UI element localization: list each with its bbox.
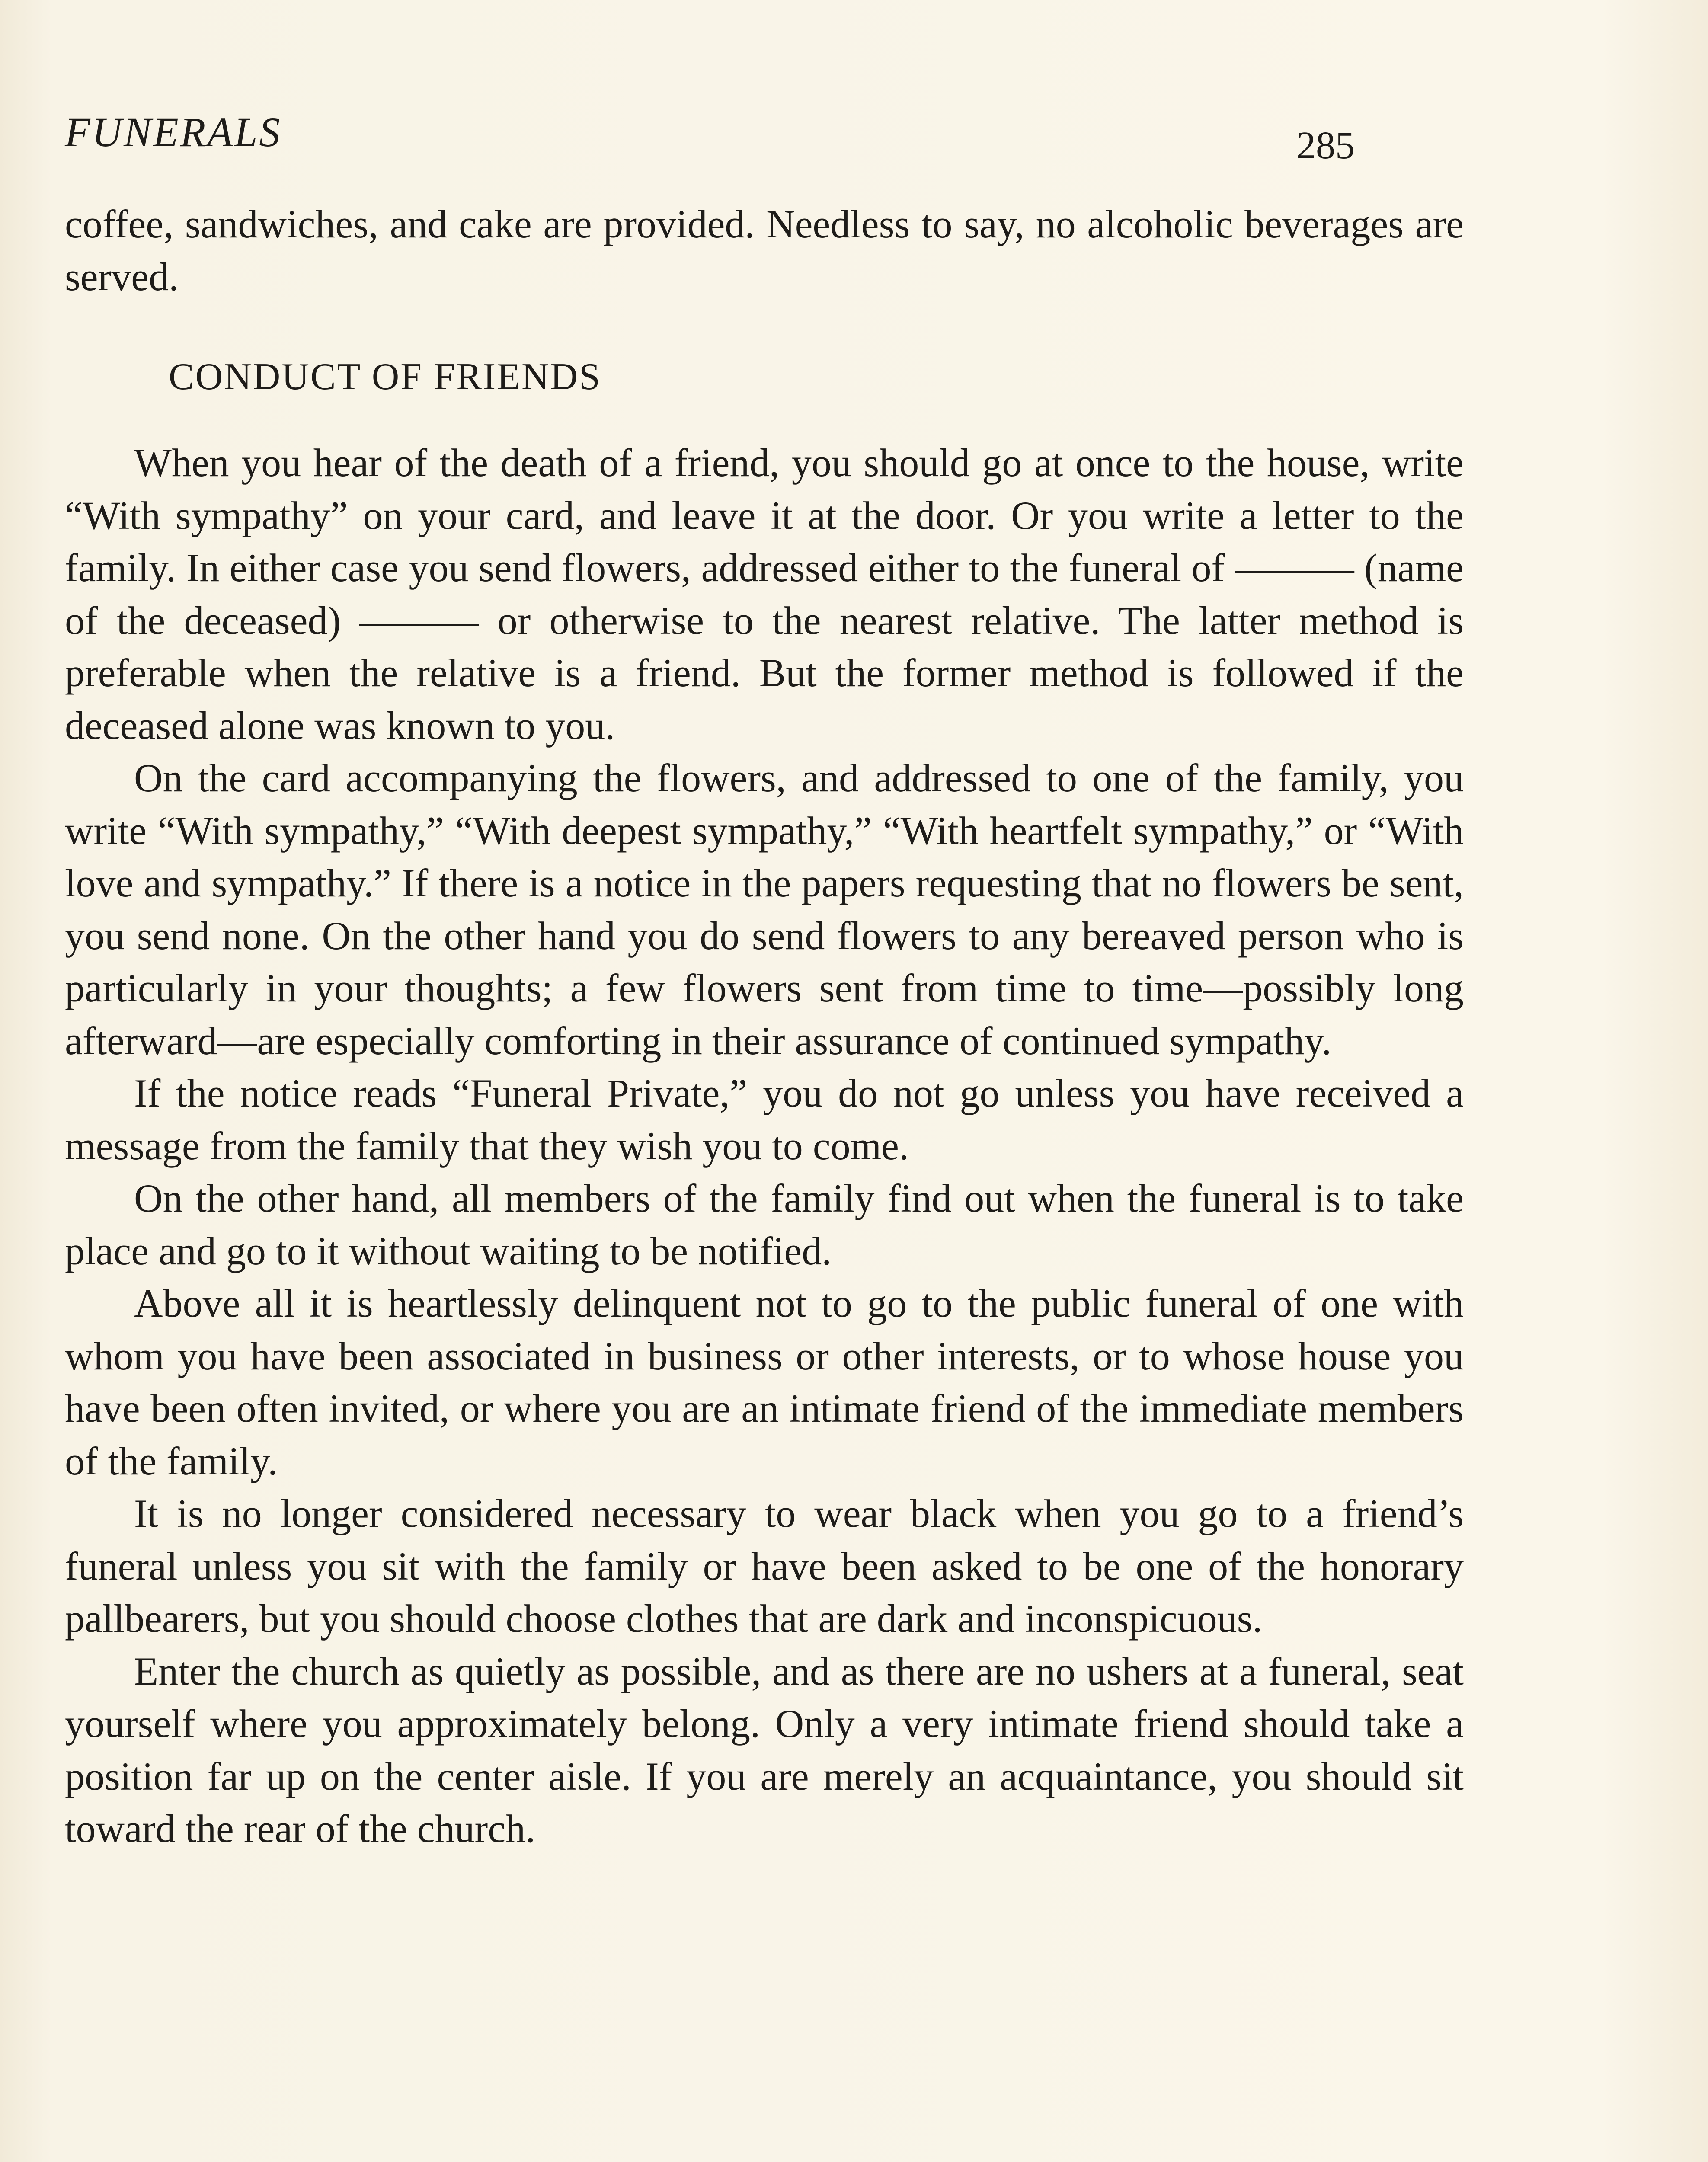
paragraph: coffee, sandwiches, and cake are provided. Needless to say, no alcoholic beverages are served. bbox=[65, 202, 1464, 299]
paragraph: If the notice reads “Funeral Private,” you do not go unless you have received a message from the family that they wish you to come. bbox=[65, 1071, 1464, 1168]
paragraph: Enter the church as quietly as possible, and as there are no ushers at a funeral, seat yourself where you approximately belong. Only a very intimate friend should take a position far up on the center aisle. If you are merely an acquaintance, you should sit toward the rear of the church. bbox=[65, 1649, 1464, 1851]
paragraph: When you hear of the death of a friend, you should go at once to the house, write “With sympathy” on your card, and leave it at the door. Or you write a letter to the family. In either case you send flowers, addressed either to the funeral of ——— (name of the deceased) ——— or otherwise to the nearest relative. The latter method is preferable when the relative is a friend. But the former method is followed if the deceased alone was known to you. bbox=[65, 441, 1464, 748]
paragraph: On the card accompanying the flowers, and addressed to one of the family, you write “With sympathy,” “With deepest sympathy,” “With heartfelt sympathy,” or “With love and sympathy.” If there is a notice in the papers requesting that no flowers be sent, you send none. On the other hand you do send flowers to any bereaved person who is particularly in your thoughts; a few flowers sent from time to time—possibly long afterward—are especially comforting in their assurance of continued sympathy. bbox=[65, 756, 1464, 1063]
running-head: FUNERALS bbox=[65, 109, 282, 155]
paragraph: Above all it is heartlessly delinquent not to go to the public funeral of one with whom you have been associated in business or other interests, or to whose house you have been often invited, or where you are an intimate friend of the immediate members of the family. bbox=[65, 1281, 1464, 1483]
section-heading-conduct-of-friends: CONDUCT OF FRIENDS bbox=[169, 356, 601, 398]
page-number: 285 bbox=[1296, 124, 1355, 167]
intro-text bbox=[65, 198, 1464, 303]
section-conduct-of-friends-body bbox=[65, 437, 1464, 1855]
paragraph: On the other hand, all members of the family find out when the funeral is to take place and go to it without waiting to be notified. bbox=[65, 1176, 1464, 1273]
paragraph: It is no longer considered necessary to wear black when you go to a friend’s funeral unless you sit with the family or have been asked to be one of the honorary pallbearers, but you should choose clothes that are dark and inconspicuous. bbox=[65, 1491, 1464, 1641]
